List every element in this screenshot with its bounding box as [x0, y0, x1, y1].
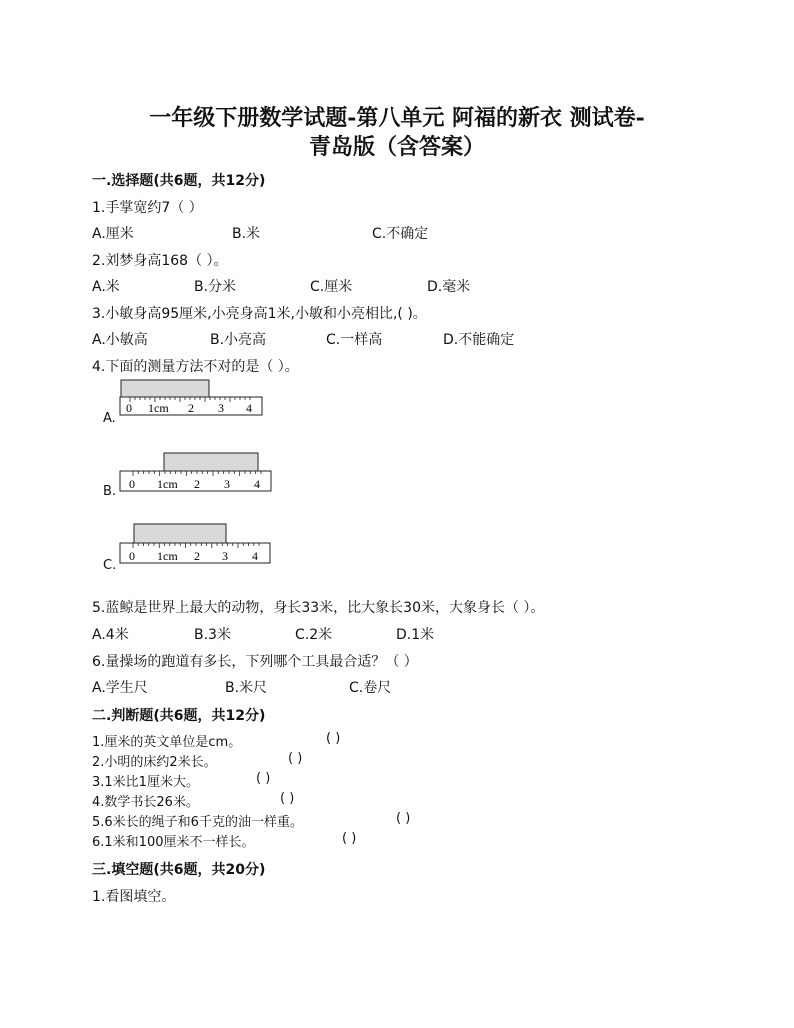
ruler-a-tick-4: 4: [246, 401, 252, 415]
q3-option-a: A.小敏高: [92, 332, 148, 348]
question-5: 5.蓝鲸是世界上最大的动物，身长33米，比大象长30米，大象身长（ ）。: [92, 600, 545, 616]
q2-option-c: C.厘米: [310, 279, 353, 295]
judge-item-4: 4.数学书长26米。: [92, 795, 199, 810]
ruler-b-graphic: [100, 450, 275, 502]
ruler-a-tick-1: 1cm: [148, 401, 169, 415]
ruler-b-tick-4: 4: [254, 477, 260, 491]
ruler-c-tick-0: 0: [129, 549, 135, 563]
q5-option-b: B.3米: [194, 627, 231, 643]
question-4: 4.下面的测量方法不对的是（ ）。: [92, 359, 299, 375]
ruler-b-tick-0: 0: [129, 477, 135, 491]
measured-object-b: [164, 453, 258, 471]
page-title-line1: 一年级下册数学试题-第八单元 阿福的新衣 测试卷-: [149, 105, 645, 131]
judge-item-5-blank: ( ): [396, 811, 411, 826]
q5-option-d: D.1米: [396, 627, 435, 643]
q4-label-b: B.: [103, 484, 117, 499]
question-1: 1.手掌宽约7（ ）: [92, 200, 203, 216]
judge-item-1-blank: ( ): [326, 731, 341, 746]
q4-figure-a: [100, 377, 270, 429]
q1-option-b: B.米: [232, 226, 261, 242]
judge-item-6-blank: ( ): [342, 831, 357, 846]
judge-item-1: 1.厘米的英文单位是cm。: [92, 735, 242, 750]
ruler-a-graphic: [100, 377, 270, 429]
judge-item-3-blank: ( ): [256, 771, 271, 786]
section-heading-judgement: 二.判断题(共6题，共12分): [92, 708, 266, 724]
q1-option-a: A.厘米: [92, 226, 134, 242]
question-6: 6.量操场的跑道有多长，下列哪个工具最合适？（ ）: [92, 654, 418, 670]
measured-object-c: [134, 524, 226, 543]
q2-option-a: A.米: [92, 279, 120, 295]
page-title-line2: 青岛版（含答案）: [308, 134, 485, 160]
q6-option-b: B.米尺: [225, 680, 268, 696]
q4-label-a: A.: [103, 411, 116, 426]
q5-option-c: C.2米: [295, 627, 333, 643]
q1-option-c: C.不确定: [372, 226, 429, 242]
ruler-c-tick-3: 3: [222, 549, 228, 563]
question-2: 2.刘梦身高168（ ）。: [92, 253, 228, 269]
q4-figure-c: [100, 522, 275, 572]
q6-option-a: A.学生尺: [92, 680, 148, 696]
judge-item-5: 5.6米长的绳子和6千克的油一样重。: [92, 815, 303, 830]
ruler-b-tick-3: 3: [224, 477, 230, 491]
ruler-c-tick-2: 2: [194, 549, 200, 563]
section-heading-choice: 一.选择题(共6题，共12分): [92, 173, 266, 189]
ruler-b-tick-1: 1cm: [157, 477, 178, 491]
section-heading-fill: 三.填空题(共6题，共20分): [92, 862, 266, 878]
q3-option-d: D.不能确定: [443, 332, 515, 348]
ruler-c-graphic: [100, 522, 275, 572]
q6-option-c: C.卷尺: [349, 680, 392, 696]
q2-option-b: B.分米: [194, 279, 237, 295]
ruler-c-tick-4: 4: [252, 549, 258, 563]
q4-figure-b: [100, 450, 275, 502]
q3-option-c: C.一样高: [326, 332, 383, 348]
question-3: 3.小敏身高95厘米,小亮身高1米,小敏和小亮相比,( )。: [92, 306, 427, 322]
q4-label-c: C.: [103, 558, 117, 573]
judge-item-2: 2.小明的床约2米长。: [92, 755, 217, 770]
q5-option-a: A.4米: [92, 627, 129, 643]
judge-item-4-blank: ( ): [280, 791, 295, 806]
judge-item-2-blank: ( ): [288, 751, 303, 766]
ruler-a-tick-2: 2: [188, 401, 194, 415]
judge-item-3: 3.1米比1厘米大。: [92, 775, 199, 790]
ruler-a-tick-0: 0: [126, 401, 132, 415]
ruler-c-tick-1: 1cm: [157, 549, 178, 563]
ruler-b-tick-2: 2: [194, 477, 200, 491]
fill-question-1: 1.看图填空。: [92, 889, 176, 905]
ruler-a-tick-3: 3: [218, 401, 224, 415]
judge-item-6: 6.1米和100厘米不一样长。: [92, 835, 255, 850]
q3-option-b: B.小亮高: [210, 332, 267, 348]
q2-option-d: D.毫米: [427, 279, 471, 295]
measured-object-a: [121, 380, 209, 397]
